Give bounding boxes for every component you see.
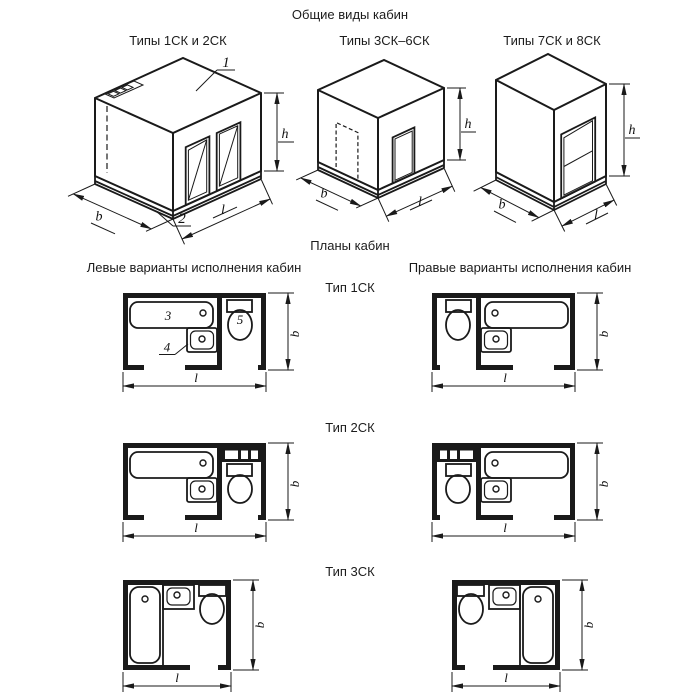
plan-3sk-left: [118, 575, 278, 700]
dim-label-h: h: [281, 127, 289, 142]
plan-2sk-left: [118, 438, 303, 548]
dim-label-b: b: [320, 186, 328, 202]
dim-label-b: b: [287, 330, 302, 338]
bathtub: [485, 302, 568, 328]
width-dimension: [268, 443, 302, 520]
drain-hole: [142, 596, 148, 602]
length-dimension: [452, 670, 560, 692]
washbasin: [481, 478, 511, 502]
width-dimension: [268, 293, 302, 370]
left-variants-heading: Левые варианты исполнения кабин: [86, 260, 302, 275]
dim-label-h: h: [464, 117, 472, 132]
plan-3sk-right: [447, 575, 607, 700]
dim-label-l: l: [503, 370, 507, 385]
vent-block: [222, 448, 261, 462]
dim-label-b: b: [596, 480, 611, 488]
washbasin: [159, 328, 217, 355]
plan-1sk-right: [427, 288, 612, 398]
page-title: Общие виды кабин: [291, 7, 409, 22]
dim-label-l: l: [418, 195, 422, 210]
length-dimension: [432, 370, 575, 392]
washbasin: [489, 585, 520, 609]
dim-label-l: l: [194, 370, 198, 385]
dim-label-l: l: [194, 520, 198, 535]
callout-bathtub: 3: [164, 308, 172, 323]
tap-hole: [503, 592, 509, 598]
length-dimension: [123, 670, 231, 692]
drain-hole: [492, 310, 498, 316]
dim-label-l: l: [175, 670, 179, 685]
width-dimension: [577, 443, 611, 520]
iso-view-types-3-6sk: [290, 54, 480, 244]
drain-hole: [492, 460, 498, 466]
drain-hole: [200, 460, 206, 466]
width-dimension: [577, 293, 611, 370]
plan-2sk-right: [427, 438, 612, 548]
toilet: [446, 300, 471, 340]
plans-title: Планы кабин: [310, 238, 390, 253]
bowl: [228, 475, 252, 503]
iso-heading-types-7-8: Типы 7СК и 8СК: [503, 33, 601, 48]
tap-hole: [493, 336, 499, 342]
bathtub: [523, 587, 553, 663]
toilet: [227, 300, 252, 340]
bowl: [446, 475, 470, 503]
dim-label-h: h: [628, 123, 636, 138]
washbasin: [163, 585, 194, 609]
dim-label-l: l: [221, 203, 225, 218]
cabin-body: [95, 58, 261, 219]
iso-view-types-7-8sk: [472, 48, 672, 243]
dim-label-b: b: [596, 330, 611, 338]
dim-label-b: b: [95, 209, 103, 225]
dim-label-b: b: [581, 621, 596, 629]
bathtub: [130, 452, 213, 478]
tap-hole: [174, 592, 180, 598]
dim-label-l: l: [594, 208, 598, 223]
dim-label-l: l: [503, 520, 507, 535]
width-dimension: [233, 580, 267, 670]
tap-hole: [199, 336, 205, 342]
drain-hole: [535, 596, 541, 602]
tap-hole: [199, 486, 205, 492]
bathtub: [130, 302, 213, 328]
iso-heading-types-3-6: Типы 3СК–6СК: [339, 33, 430, 48]
dim-label-b: b: [498, 197, 506, 213]
length-dimension: [123, 520, 266, 542]
callout-washbasin: 4: [163, 339, 171, 355]
iso-heading-types-1-2: Типы 1СК и 2СК: [129, 33, 227, 48]
dim-label-b: b: [252, 621, 267, 629]
bowl: [459, 594, 483, 624]
iso-view-types-1-2sk: [55, 50, 295, 250]
toilet: [227, 464, 252, 503]
tap-hole: [493, 486, 499, 492]
dim-label-b: b: [287, 480, 302, 488]
width-dimension: [562, 580, 596, 670]
toilet: [199, 585, 226, 624]
svg-text:1: 1: [222, 55, 230, 71]
plan-1sk-left: [118, 288, 303, 398]
vent-block: [437, 448, 476, 462]
length-dimension: [432, 520, 575, 542]
callout-toilet: 5: [236, 312, 244, 327]
right-variants-heading: Правые варианты исполнения кабин: [408, 260, 632, 275]
plan-row-heading-2sk: Тип 2СК: [325, 420, 375, 435]
dim-label-l: l: [504, 670, 508, 685]
svg-text:2: 2: [178, 211, 186, 227]
length-dimension: [123, 370, 266, 392]
drain-hole: [200, 310, 206, 316]
bathtub: [130, 587, 160, 663]
height-dimension: [609, 84, 640, 176]
cabin-body: [318, 60, 444, 198]
washbasin: [187, 478, 217, 502]
toilet: [457, 585, 484, 624]
toilet: [446, 464, 471, 503]
bowl: [446, 310, 470, 340]
plan-row-heading-1sk: Тип 1СК: [325, 280, 375, 295]
bowl: [200, 594, 224, 624]
cabin-body: [496, 54, 606, 210]
bathtub: [485, 452, 568, 478]
plan-row-heading-3sk: Тип 3СК: [325, 564, 375, 579]
washbasin: [481, 328, 511, 352]
